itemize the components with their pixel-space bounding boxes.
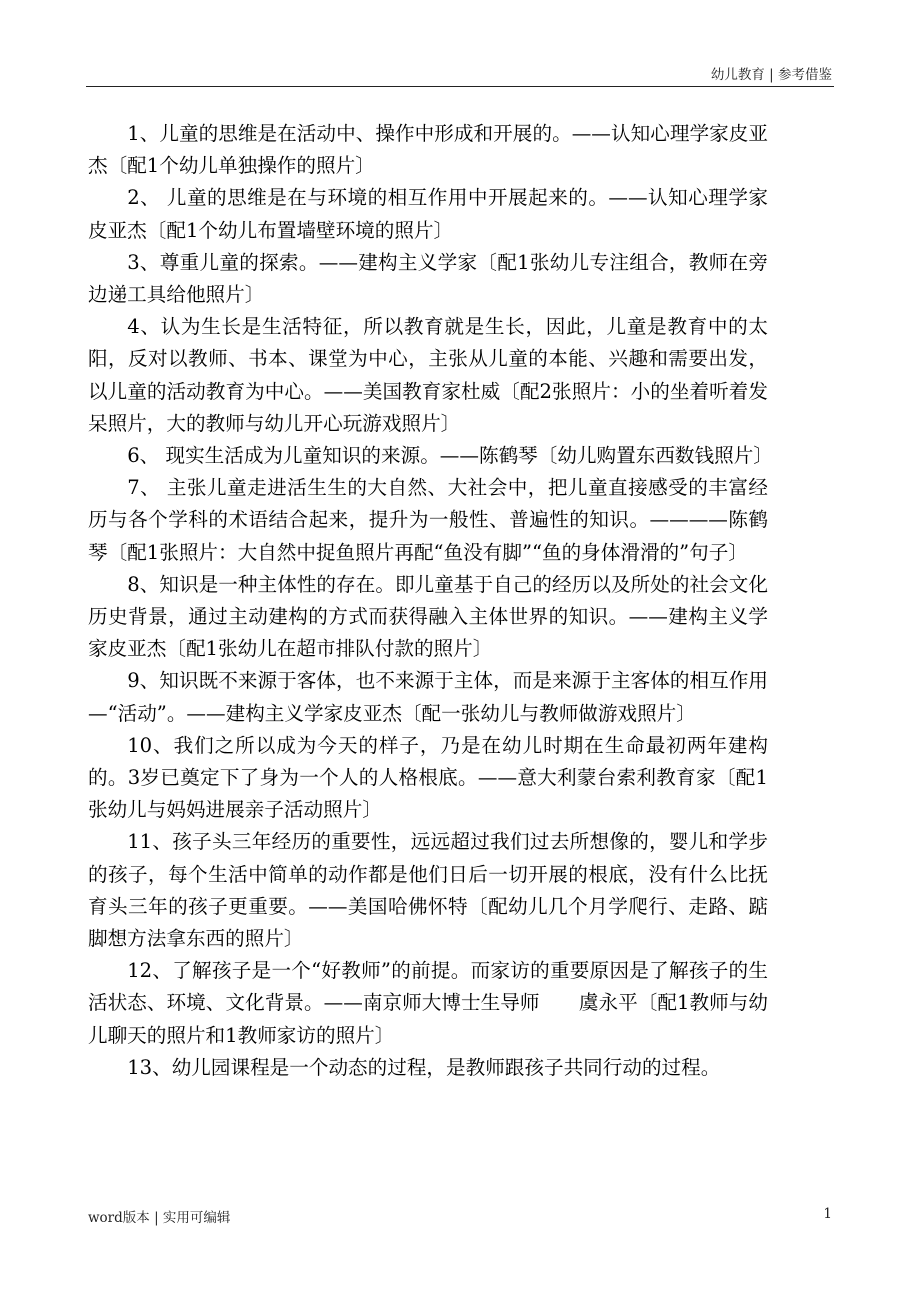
paragraph: 8、知识是一种主体性的存在。即儿童基于自己的经历以及所处的社会文化历史背景，通过主动建构的方式而获得融入主体世界的知识。——建构主义学家皮亚杰〔配1张幼儿在超市排队付款的照片〕 [88,572,768,661]
paragraph: 11、孩子头三年经历的重要性，远远超过我们过去所想像的，婴儿和学步的孩子，每个生活中简单的动作都是他们日后一切开展的根底，没有什么比抚育头三年的孩子更重要。——美国哈佛怀特〔配幼儿几个月学爬行、走路、踮脚想方法拿东西的照片〕 [88,830,768,951]
paragraph: 7、 主张儿童走进活生生的大自然、大社会中，把儿童直接感受的丰富经历与各个学科的术语结合起来，提升为一般性、普遍性的知识。————陈鹤琴〔配1张照片：大自然中捉鱼照片再配“鱼没有脚”“鱼的身体滑滑的”句子〕 [88,476,768,564]
page-header: 幼儿教育 | 参考借鉴 [710,67,832,83]
page-number: 1 [823,1206,832,1222]
paragraph: 9、知识既不来源于客体，也不来源于主体，而是来源于主客体的相互作用—“活动”。——建构主义学家皮亚杰〔配一张幼儿与教师做游戏照片〕 [88,669,768,725]
paragraph: 6、 现实生活成为儿童知识的来源。——陈鹤琴〔幼儿购置东西数钱照片〕 [127,444,773,468]
page-footer-label: word版本 | 实用可编辑 [88,1210,231,1226]
paragraph: 3、尊重儿童的探索。——建构主义学家〔配1张幼儿专注组合，教师在旁边递工具给他照片〕 [88,250,768,307]
header-rule [86,86,834,87]
paragraph: 12、了解孩子是一个“好教师”的前提。而家访的重要原因是了解孩子的生活状态、环境、文化背景。——南京师大博士生导师 虞永平〔配1教师与幼儿聊天的照片和1教师家访的照片〕 [88,959,768,1047]
paragraph: 10、我们之所以成为今天的样子，乃是在幼儿时期在生命最初两年建构的。3岁已奠定下了身为一个人的人格根底。——意大利蒙台索利教育家〔配1张幼儿与妈妈进展亲子活动照片〕 [88,733,768,822]
paragraph: 4、认为生长是生活特征，所以教育就是生长，因此，儿童是教育中的太阳，反对以教师、书本、课堂为中心，主张从儿童的本能、兴趣和需要出发，以儿童的活动教育为中心。——美国教育家杜威〔配2张照片：小的坐着听着发呆照片，大的教师与幼儿开心玩游戏照片〕 [88,315,768,435]
paragraph: 1、儿童的思维是在活动中、操作中形成和开展的。——认知心理学家皮亚杰〔配1个幼儿单独操作的照片〕 [88,122,768,178]
paragraph: 13、幼儿园课程是一个动态的过程，是教师跟孩子共同行动的过程。 [127,1055,721,1079]
paragraph: 2、 儿童的思维是在与环境的相互作用中开展起来的。——认知心理学家皮亚杰〔配1个幼儿布置墙壁环境的照片〕 [88,186,768,242]
document-body [88,118,773,1084]
